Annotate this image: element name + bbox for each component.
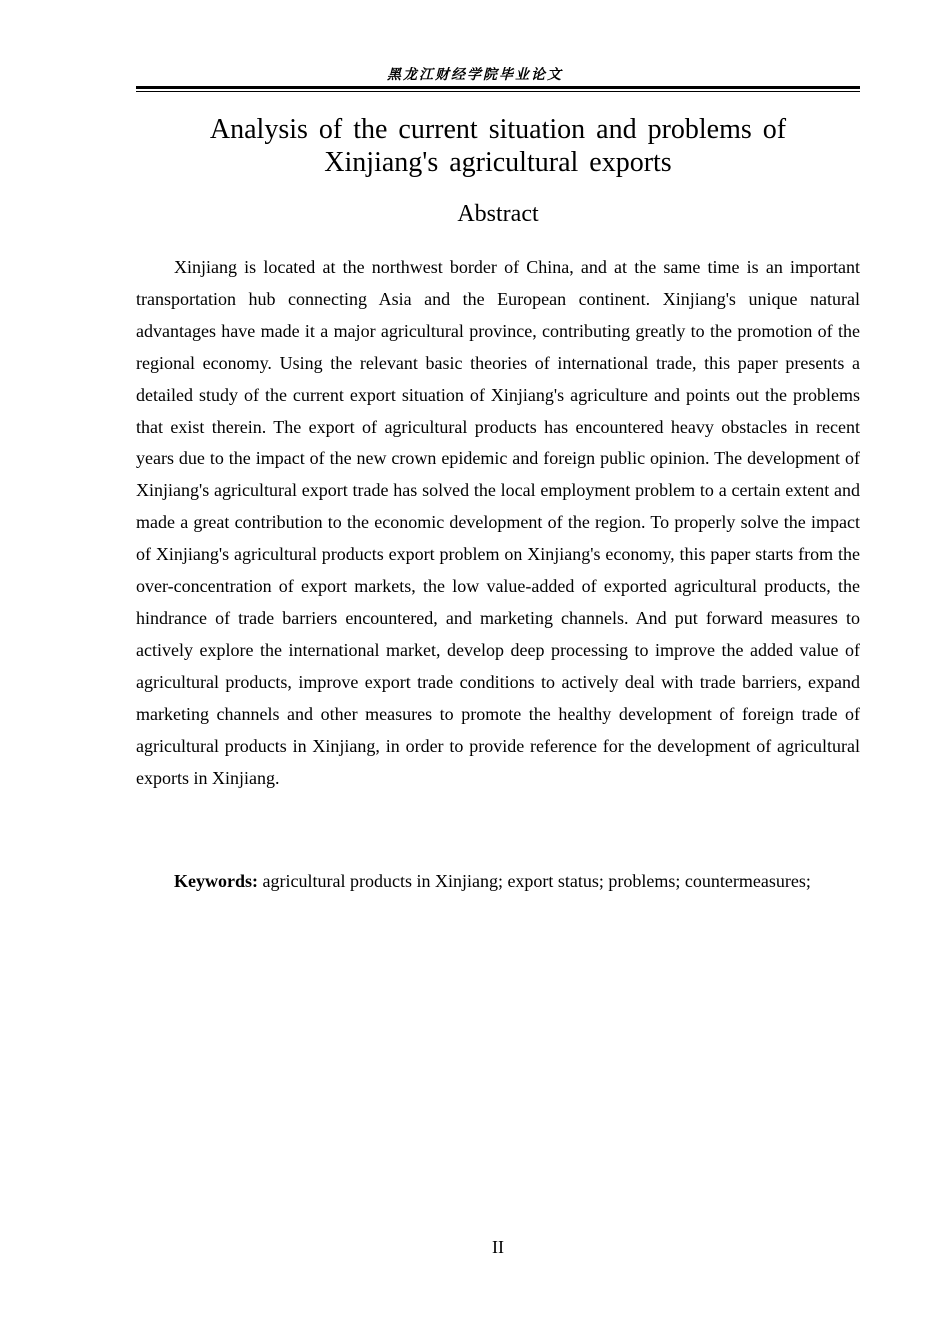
abstract-body: Xinjiang is located at the northwest border of China, and at the same time is an important transportation hub connecting Asia and the European continent. Xinjiang's unique natural advantages have made it a major agricultural province, contributing greatly to the promotion of the regional economy. Using the relevant basic theories of international trade, this paper presents a detailed study of the current export situation of Xinjiang's agriculture and points out the problems that exist therein. The export of agricultural products has encountered heavy obstacles in recent years due to the impact of the new crown epidemic and foreign public opinion. The development of Xinjiang's agricultural export trade has solved the local employment problem to a certain extent and made a great contribution to the economic development of the region. To properly solve the impact of Xinjiang's agricultural products export problem on Xinjiang's economy, this paper starts from the over-concentration of export markets, the low value-added of exported agricultural products, the hindrance of trade barriers encountered, and marketing channels. And put forward measures to actively explore the international market, develop deep processing to improve the added value of agricultural products, improve export trade conditions to actively deal with trade barriers, expand marketing channels and other measures to promote the healthy development of foreign trade of agricultural products in Xinjiang, in order to provide reference for the development of agricultural exports in Xinjiang. — [136, 257, 860, 788]
paper-title: Analysis of the current situation and problems of Xinjiang's agricultural exports — [209, 114, 787, 178]
header-rule-thin — [136, 91, 860, 92]
page-number: II — [492, 1237, 504, 1257]
keywords-text: agricultural products in Xinjiang; export status; problems; countermeasures; — [262, 871, 811, 891]
keywords-label: Keywords: — [174, 871, 258, 891]
keywords-paragraph — [136, 866, 860, 898]
header-rule-thick — [136, 86, 860, 89]
header-institution-title: 黑龙江财经学院毕业论文 — [387, 67, 563, 83]
abstract-heading: Abstract — [457, 201, 539, 227]
